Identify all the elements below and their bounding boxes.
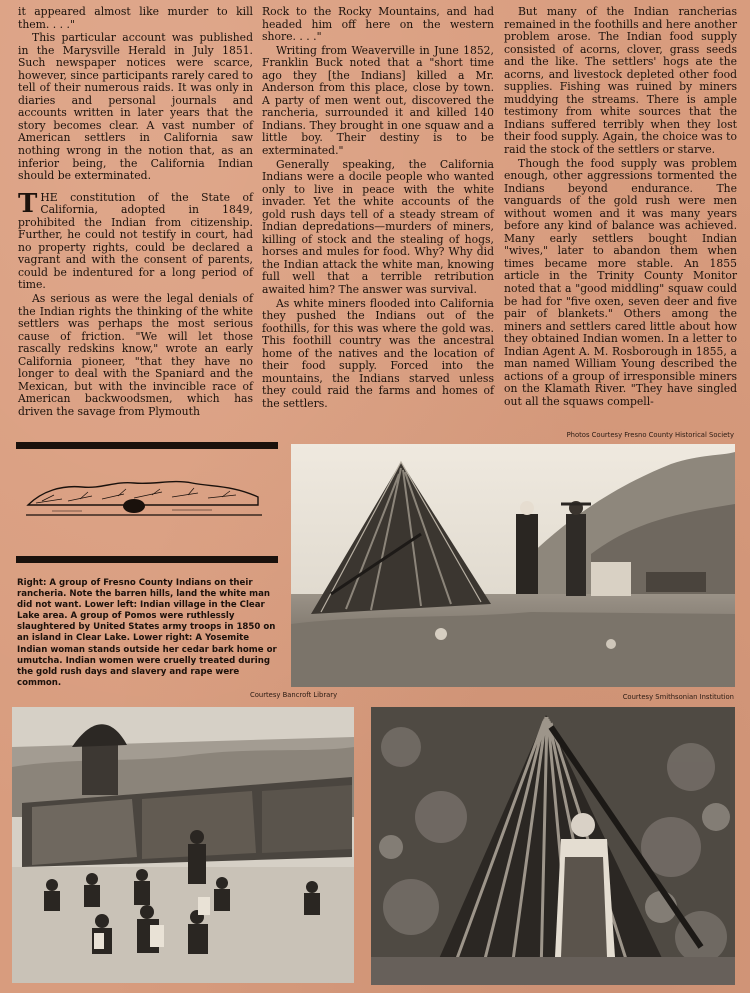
article-column-2 [262, 6, 494, 412]
paragraph: But many of the Indian rancherias remained in the foothills and here another problem arose. The Indian food supply consisted of acorns, clover, grass seeds and the like. The settlers' hogs ate the acorns, and livestock depleted other food supplies. Fishing was ruined by miners muddying the streams. There is ample testimony from white sources that the Indians suffered terribly when they lost their food supply. Again, the choice was to raid the stock of the settlers or starve. [504, 5, 737, 157]
paragraph: This particular account was published in the Marysville Herald in July 1851. Such newspaper notices were scarce, however, since participants rarely cared to tell of their numerous raids. It was only in diaries and personal journals and accounts written in later years that the story becomes clear. A vast number of American settlers in California saw nothing wrong in the notion that, as an inferior being, the California Indian should be exterminated. [18, 31, 253, 183]
paragraph: it appeared almost like murder to kill them. . . ." [18, 5, 253, 31]
photo-credit-bancroft: Courtesy Bancroft Library [250, 691, 338, 699]
paragraph: As white miners flooded into California they pushed the Indians out of the foothills, for this was where the gold was. This foothill country was the ancestral home of the natives and the location of their food supply. Forced into the mountains, the Indians starved unless they could raid the farms and homes of the settlers. [262, 296, 494, 410]
paragraph: Though the food supply was problem enough, other aggressions tormented the Indians beyond endurance. The vanguards of the gold rush were men without women and it was many years before any kind of balance was achieved. Many early settlers bought Indian "wives," later to abandon them when times became more stable. An 1855 article in the Trinity County Monitor noted that a "good middling" squaw could be had for "five oxen, seven deer and five pair of blankets." Others among the miners and settlers cared little about how they obtained Indian women. In a letter to Indian Agent A. M. Rosborough in 1855, a man named William Young described the actions of a group of irresponsible miners on the Klamath River. "They have singled out all the squaws compell- [504, 156, 737, 408]
yosemite-umutcha-photo [371, 707, 735, 985]
section-paragraph [18, 188, 253, 292]
paragraph: Rock to the Rocky Mountains, and had headed him off here on the western shore. . . ." [262, 5, 494, 44]
hills-sketch-illustration [22, 465, 266, 527]
paragraph: Generally speaking, the California Indians were a docile people who wanted only to live in peace with the white invader. Yet the white accounts of the gold rush days tell of a steady stream of Indian depredations—murders of miners, killing of stock and the stealing of hogs, horses and mules for food. Why? Why did the Indian attack the white man, knowing full well that a terrible retribution awaited him? The answer was survival. [262, 157, 494, 297]
fresno-rancheria-photo [291, 444, 735, 687]
top-rule [16, 442, 278, 449]
paragraph: Writing from Weaverville in June 1852, Franklin Buck noted that a "short time ago they [the Indians] killed a Mr. Anderson from this place, close by town. A party of men went out, discovered the rancheria, surrounded it and killed 140 Indians. They brought in one squaw and a little boy. Their destiny is to be exterminated." [262, 43, 494, 158]
paragraph: As serious as were the legal denials of the Indian rights the thinking of the white settlers was perhaps the most serious cause of friction. "We will let those rascally redskins know," wrote an early California pioneer, "that they have no longer to deal with the Spaniard and the Mexican, but with the invincible race of American backwoodsmen, which has driven the savage from Plymouth [18, 292, 253, 418]
article-column-3 [504, 6, 737, 410]
bottom-rule [16, 556, 278, 563]
article-column-1 [18, 6, 253, 420]
photo-credit-fresno: Photos Courtesy Fresno County Historical Society [566, 431, 734, 439]
photo-caption: Right: A group of Fresno County Indians on their rancheria. Note the barren hills, land the white man did not want. Lower left: Indian village in the Clear Lake area. A group of Pomos were ruthlessly slaughtered by United States army troops in 1850 on an island in Clear Lake. Lower right: A Yosemite Indian woman stands outside her cedar bark home or umutcha. Indian women were cruelly treated during the gold rush days and slavery and rape were common. [17, 578, 277, 688]
clear-lake-village-photo [12, 707, 354, 983]
drop-cap: T [18, 188, 38, 219]
paragraph-text: HE constitution of the State of California, adopted in 1849, prohibited the Indian from citizenship. Further, he could not testify in court, had no property rights, could be declared a vagrant and with the consent of parents, could be indentured for a long period of time. [18, 190, 253, 292]
photo-credit-smithsonian: Courtesy Smithsonian Institution [622, 693, 734, 701]
